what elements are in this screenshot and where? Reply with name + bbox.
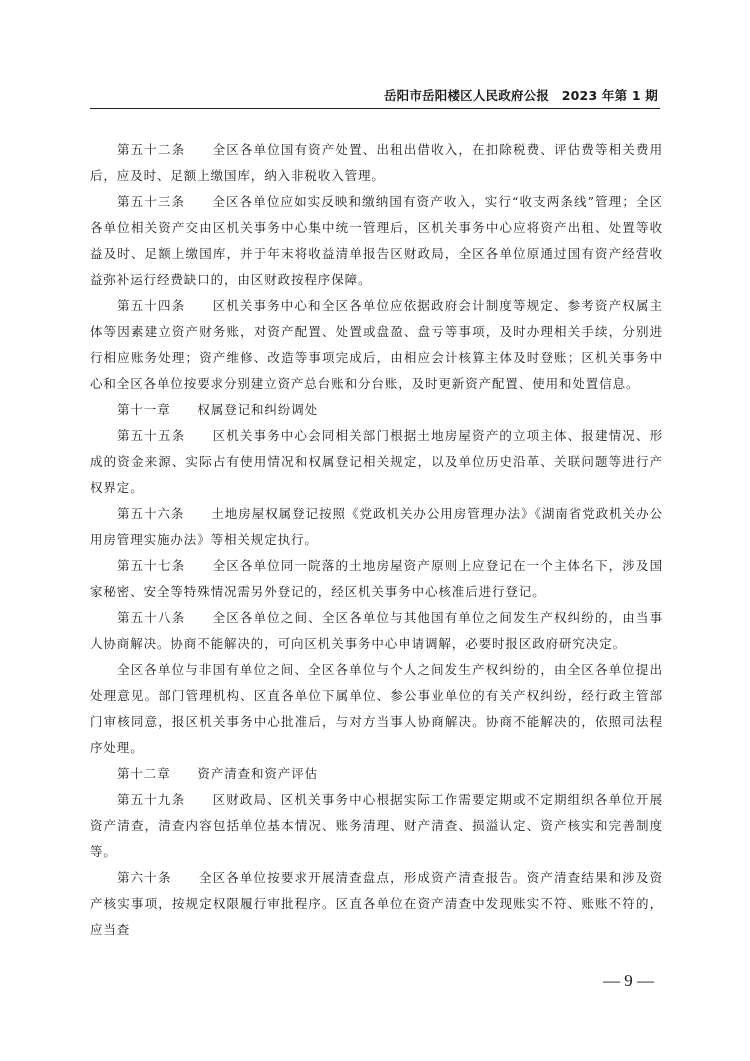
paragraph-article-52 <box>90 137 663 189</box>
article-text: 区财政局、区机关事务中心根据实际工作需要定期或不定期组织各单位开展资产清查，清查内容包括单位基本情况、账务清理、财产清查、损溢认定、资产核实和完善制度等。 <box>90 792 663 859</box>
paragraph-article-53 <box>90 189 663 293</box>
paragraph-text: 全区各单位与非国有单位之间、全区各单位与个人之间发生产权纠纷的，由全区各单位提出处理意见。部门管理机构、区直各单位下属单位、参公事业单位的有关产权纠纷，经行政主管部门审核同意，报区机关事务中心批准后，与对方当事人协商解决。协商不能解决的，依照司法程序处理。 <box>90 662 663 755</box>
article-number: 第六十条 <box>117 870 172 885</box>
chapter-12-heading <box>90 761 663 787</box>
article-number: 第五十五条 <box>117 428 186 443</box>
chapter-number: 第十一章 <box>117 402 171 417</box>
paragraph-article-54 <box>90 293 663 397</box>
article-text: 土地房屋权属登记按照《党政机关办公用房管理办法》《湖南省党政机关办公用房管理实施办法》等相关规定执行。 <box>90 506 663 547</box>
chapter-title: 权属登记和纠纷调处 <box>197 402 319 417</box>
chapter-11-heading <box>90 397 663 423</box>
article-text: 全区各单位按要求开展清查盘点，形成资产清查报告。资产清查结果和涉及资产核实事项，按规定权限履行审批程序。区直各单位在资产清查中发现账实不符、账账不符的，应当查 <box>90 870 663 937</box>
article-text: 全区各单位应如实反映和缴纳国有资产收入，实行“收支两条线”管理；全区各单位相关资产交由区机关事务中心集中统一管理后，区机关事务中心应将资产出租、处置等收益及时、足额上缴国库，并于年末将收益清单报告区财政局，全区各单位原通过国有资产经营收益弥补运行经费缺口的，由区财政按程序保障。 <box>90 194 663 287</box>
article-number: 第五十九条 <box>117 792 186 807</box>
article-number: 第五十四条 <box>117 298 186 313</box>
page-number: — 9 — <box>603 971 654 990</box>
chapter-number: 第十二章 <box>117 766 171 781</box>
paragraph-article-58 <box>90 605 663 657</box>
article-number: 第五十六条 <box>117 506 185 521</box>
paragraph-article-56 <box>90 501 663 553</box>
article-text: 区机关事务中心和全区各单位应依据政府会计制度等规定、参考资产权属主体等因素建立资产财务账，对资产配置、处置或盘盈、盘亏等事项，及时办理相关手续，分别进行相应账务处理；资产维修、改造等事项完成后，由相应会计核算主体及时登账；区机关事务中心和全区各单位按要求分别建立资产总台账和分台账，及时更新资产配置、使用和处置信息。 <box>90 298 663 391</box>
article-text: 全区各单位同一院落的土地房屋资产原则上应登记在一个主体名下，涉及国家秘密、安全等特殊情况需另外登记的，经区机关事务中心核准后进行登记。 <box>90 558 663 599</box>
article-text: 全区各单位国有资产处置、出租出借收入，在扣除税费、评估费等相关费用后，应及时、足额上缴国库，纳入非税收入管理。 <box>90 142 663 183</box>
paragraph-article-60 <box>90 865 663 943</box>
page-header <box>90 82 660 109</box>
article-text: 全区各单位之间、全区各单位与其他国有单位之间发生产权纠纷的，由当事人协商解决。协商不能解决的，可向区机关事务中心申请调解，必要时报区政府研究决定。 <box>90 610 663 651</box>
article-number: 第五十七条 <box>117 558 186 573</box>
paragraph-article-57 <box>90 553 663 605</box>
article-number: 第五十三条 <box>117 194 186 209</box>
article-number: 第五十二条 <box>117 142 186 157</box>
paragraph-article-59 <box>90 787 663 865</box>
article-text: 区机关事务中心会同相关部门根据土地房屋资产的立项主体、报建情况、形成的资金来源、实际占有使用情况和权属登记相关规定，以及单位历史沿革、关联问题等进行产权界定。 <box>90 428 663 495</box>
document-body <box>90 137 663 943</box>
chapter-title: 资产清查和资产评估 <box>197 766 319 781</box>
paragraph-article-55 <box>90 423 663 501</box>
header-title: 岳阳市岳阳楼区人民政府公报 2023 年第 1 期 <box>383 88 658 103</box>
paragraph-article-58-continued <box>90 657 663 761</box>
article-number: 第五十八条 <box>117 610 186 625</box>
